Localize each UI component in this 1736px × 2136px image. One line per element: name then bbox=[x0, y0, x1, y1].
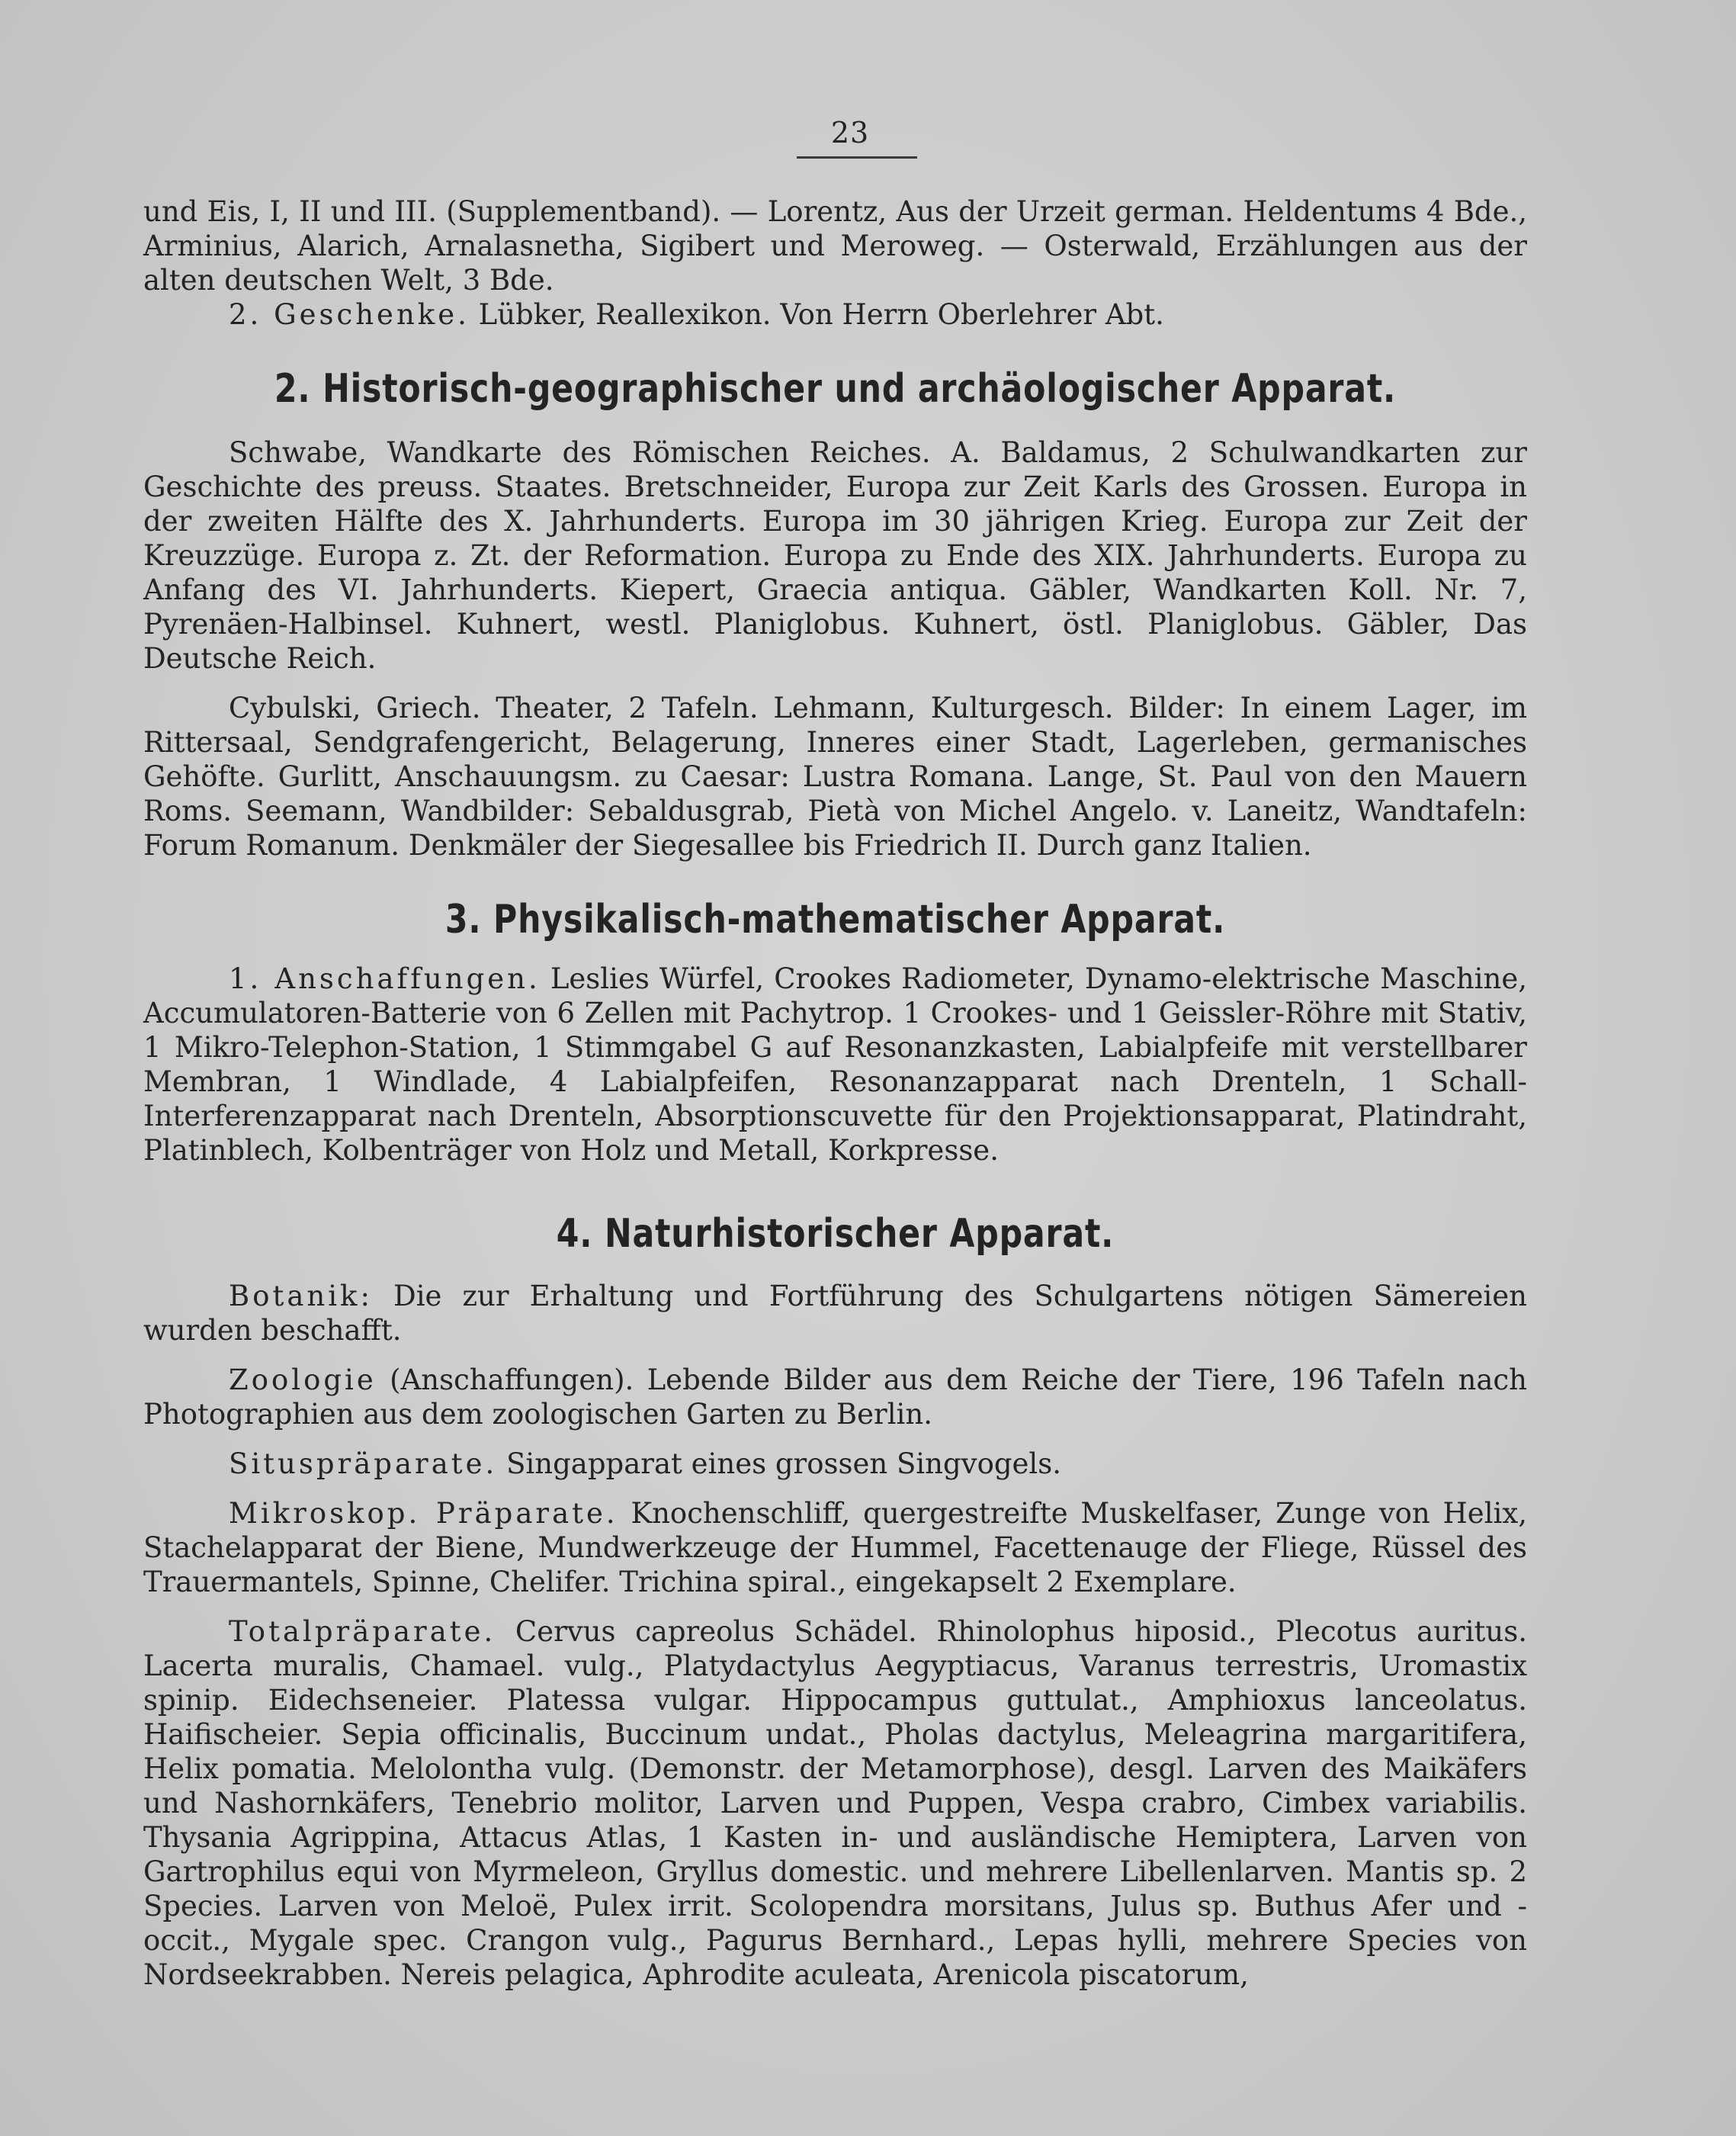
section-2-paragraph-2: Cybulski, Griech. Theater, 2 Tafeln. Lehmann, Kulturgesch. Bilder: In einem Lager, im Rittersaal, Sendgrafengericht, Belagerung, Inneres einer Stadt, Lagerleben, germanisches Gehöfte. Gurlitt, Anschauungsm. zu Caesar: Lustra Romana. Lange, St. Paul von den Mauern Roms. Seemann, Wandbilder: Sebaldusgrab, Pietà von Michel Angelo. v. Laneitz, Wandtafeln: Forum Romanum. Denkmäler der Siegesallee bis Friedrich II. Durch ganz Italien. bbox=[143, 692, 1527, 862]
intro-paragraph: und Eis, I, II und III. (Supplementband). — Lorentz, Aus der Urzeit german. Heldentums 4 Bde., Arminius, Alarich, Arnalasnetha, Sigibert und Meroweg. — Osterwald, Erzählungen aus der alten deutschen Welt, 3 Bde. bbox=[143, 195, 1527, 297]
section-4-heading: 4. Naturhistorischer Apparat. bbox=[556, 1211, 1115, 1257]
zoologie-paragraph bbox=[143, 1363, 1527, 1431]
mikroskop-label: Mikroskop. Präparate. bbox=[229, 1497, 618, 1530]
mikroskop-paragraph bbox=[143, 1496, 1527, 1599]
situs-paragraph bbox=[143, 1447, 1527, 1481]
gifts-paragraph bbox=[143, 297, 1527, 332]
section-2-paragraph-1: Schwabe, Wandkarte des Römischen Reiches. A. Baldamus, 2 Schulwandkarten zur Geschichte des preuss. Staates. Bretschneider, Europa zur Zeit Karls des Grossen. Europa in der zweiten Hälfte des X. Jahrhunderts. Europa im 30 jährigen Krieg. Europa zur Zeit der Kreuzzüge. Europa z. Zt. der Reformation. Europa zu Ende des XIX. Jahrhunderts. Europa zu Anfang des VI. Jahrhunderts. Kiepert, Graecia antiqua. Gäbler, Wandkarten Koll. Nr. 7, Pyrenäen-Halbinsel. Kuhnert, westl. Planiglobus. Kuhnert, östl. Planiglobus. Gäbler, Das Deutsche Reich. bbox=[143, 436, 1527, 675]
page-number: 23 bbox=[830, 116, 870, 149]
gifts-text: Lübker, Reallexikon. Von Herrn Oberlehrer Abt. bbox=[469, 298, 1164, 331]
botanik-paragraph bbox=[143, 1279, 1527, 1347]
zoologie-label: Zoologie bbox=[229, 1364, 377, 1396]
page-number-rule bbox=[797, 156, 917, 159]
section-3-paragraph bbox=[143, 962, 1527, 1168]
zoologie-text: (Anschaffungen). Lebende Bilder aus dem Reiche der Tiere, 196 Tafeln nach Photographien aus dem zoologischen Garten zu Berlin. bbox=[143, 1364, 1527, 1431]
section-3-label: 1. Anschaffungen. bbox=[229, 962, 541, 995]
mikroskop-text: Knochenschliff, quergestreifte Muskelfaser, Zunge von Helix, Stachelapparat der Biene, Mundwerkzeuge der Hummel, Facettenauge der Fliege, Rüssel des Trauermantels, Spinne, Chelifer. Trichina spiral., eingekapselt 2 Exemplare. bbox=[143, 1497, 1527, 1598]
page-content bbox=[143, 194, 1527, 1992]
botanik-label: Botanik: bbox=[229, 1280, 373, 1312]
section-3-text: Leslies Würfel, Crookes Radiometer, Dynamo-elektrische Maschine, Accumulatoren-Batterie von 6 Zellen mit Pachytrop. 1 Crookes- und 1 Geissler-Röhre mit Stativ, 1 Mikro-Telephon-Station, 1 Stimmgabel G auf Resonanzkasten, Labialpfeife mit verstellbarer Membran, 1 Windlade, 4 Labialpfeifen, Resonanzapparat nach Drenteln, 1 Schall-Interferenzapparat nach Drenteln, Absorptionscuvette für den Projektionsapparat, Platindraht, Platinblech, Kolbenträger von Holz und Metall, Korkpresse. bbox=[143, 962, 1527, 1167]
totalpraeparate-paragraph bbox=[143, 1614, 1527, 1992]
totalpraeparate-label: Totalpräparate. bbox=[229, 1615, 496, 1648]
section-3-heading: 3. Physikalisch-mathematischer Apparat. bbox=[444, 897, 1226, 943]
section-2-heading: 2. Historisch-geographischer und archäologischer Apparat. bbox=[274, 366, 1397, 412]
botanik-text: Die zur Erhaltung und Fortführung des Schulgartens nötigen Sämereien wurden beschafft. bbox=[143, 1280, 1527, 1347]
situs-label: Situspräparate. bbox=[229, 1447, 498, 1480]
totalpraeparate-text: Cervus capreolus Schädel. Rhinolophus hiposid., Plecotus auritus. Lacerta muralis, Chamael. vulg., Platydactylus Aegyptiacus, Varanus terrestris, Uromastix spinip. Eidechseneier. Platessa vulgar. Hippocampus guttulat., Amphioxus lanceolatus. Haifischeier. Sepia officinalis, Buccinum undat., Pholas dactylus, Meleagrina margaritifera, Helix pomatia. Melolontha vulg. (Demonstr. der Metamorphose), desgl. Larven des Maikäfers und Nashornkäfers, Tenebrio molitor, Larven und Puppen, Vespa crabro, Cimbex variabilis. Thysania Agrippina, Attacus Atlas, 1 Kasten in- und ausländische Hemiptera, Larven von Gartrophilus equi von Myrmeleon, Gryllus domestic. und mehrere Libellenlarven. Mantis sp. 2 Species. Larven von Meloë, Pulex irrit. Scolopendra morsitans, Julus sp. Buthus Afer und - occit., Mygale spec. Crangon vulg., Pagurus Bernhard., Lepas hylli, mehrere Species von Nordseekrabben. Nereis pelagica, Aphrodite aculeata, Arenicola piscatorum, bbox=[143, 1615, 1527, 1991]
situs-text: Singapparat eines grossen Singvogels. bbox=[497, 1447, 1062, 1480]
gifts-label: 2. Geschenke. bbox=[229, 298, 470, 331]
